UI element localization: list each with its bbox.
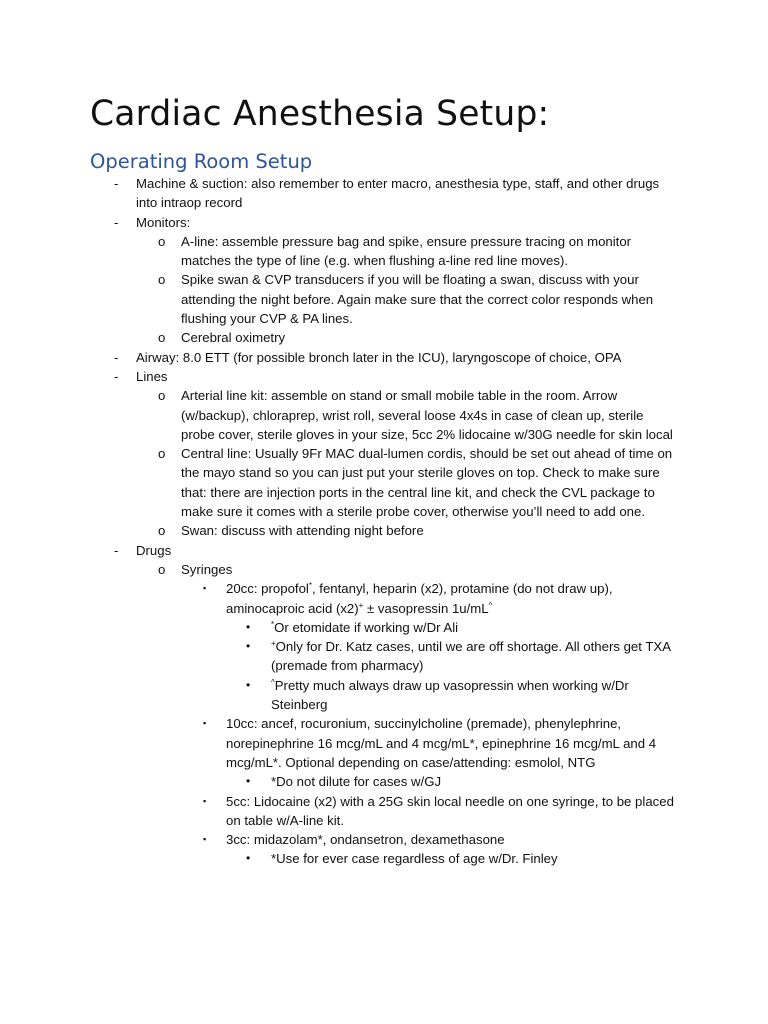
list-item-swan — [0, 521, 768, 540]
text-run: , fentanyl, heparin (x2), protamine (do not draw up), aminocaproic acid (x2) — [226, 581, 613, 616]
list-item-text: A-line: assemble pressure bag and spike, ensure pressure tracing on monitor matches the type of line (e.g. when flushing a-line red line moves). — [181, 233, 632, 269]
list-item-text: Monitors: — [136, 214, 191, 230]
list-item-text: *Do not dilute for cases w/GJ — [271, 774, 442, 790]
text-run: Pretty much always draw up vasopressin when working w/Dr Steinberg — [271, 677, 629, 713]
list-item-text: Arterial line kit: assemble on stand or small mobile table in the room. Arrow (w/backup), chloraprep, wrist roll, several loose 4x4s in case of clean up, sterile probe cover, sterile gloves in your size, 5cc 2% lidocaine w/30G needle for skin local — [181, 388, 673, 442]
circle-marker: o — [158, 523, 166, 539]
footnote-mark: + — [271, 639, 276, 649]
list-item-text — [271, 639, 670, 673]
list-item-text: 3cc: midazolam*, ondansetron, dexamethasone — [226, 832, 505, 848]
list-item-note-etomidate — [0, 618, 768, 637]
list-item-central-line — [0, 444, 768, 521]
circle-marker: o — [158, 233, 166, 249]
footnote-mark: + — [358, 600, 364, 610]
footnote-mark: * — [271, 619, 275, 629]
circle-marker: o — [158, 446, 166, 462]
circle-marker: o — [158, 388, 166, 404]
list-item-note-steinberg — [0, 676, 768, 715]
bullet-marker: • — [246, 851, 251, 866]
list-item-text: Syringes — [181, 561, 233, 577]
list-item-text — [226, 581, 613, 615]
list-item-text: 5cc: Lidocaine (x2) with a 25G skin local needle on one syringe, to be placed on table w/A-line kit. — [226, 793, 674, 828]
list-item-syringes — [0, 560, 768, 579]
list-item-text — [271, 678, 629, 712]
square-marker: ▪ — [203, 583, 207, 594]
square-marker: ▪ — [203, 834, 207, 845]
list-item-airway — [0, 348, 768, 367]
list-item-text: Airway: 8.0 ETT (for possible bronch later in the ICU), laryngoscope of choice, OPA — [136, 349, 622, 365]
list-item-aline-monitor — [0, 232, 768, 271]
bullet-marker: • — [246, 639, 251, 654]
list-item-lines — [0, 367, 768, 386]
document-title: Cardiac Anesthesia Setup: — [90, 94, 550, 134]
dash-marker: - — [114, 349, 119, 365]
list-item-20cc — [0, 579, 768, 618]
list-item-10cc — [0, 714, 768, 772]
list-item-note-finley — [0, 849, 768, 868]
footnote-mark: ^ — [271, 677, 275, 687]
list-item-drugs — [0, 541, 768, 560]
text-run: Only for Dr. Katz cases, until we are off shortage. All others get TXA (premade from pharmacy) — [271, 639, 671, 674]
list-item-text: Swan: discuss with attending night before — [181, 523, 424, 539]
circle-marker: o — [158, 272, 166, 288]
square-marker: ▪ — [203, 795, 207, 806]
list-item-text: 10cc: ancef, rocuronium, succinylcholine (premade), phenylephrine, norepinephrine 16 mcg/mL and 4 mcg/mL*, epinephrine 16 mcg/mL and 4 mcg/mL*. Optional depending on case/attending: esmolol, NTG — [226, 716, 657, 770]
list-item-text: Spike swan & CVP transducers if you will be floating a swan, discuss with your attending the night before. Again make sure that the correct color responds when flushing your CVP & PA lines. — [181, 272, 654, 327]
list-item-text: Lines — [136, 368, 168, 384]
setup-list — [0, 174, 768, 869]
dash-marker: - — [114, 542, 119, 558]
dash-marker: - — [114, 214, 119, 230]
bullet-marker: • — [246, 677, 251, 692]
list-item-text — [271, 620, 458, 635]
list-item-note-gj — [0, 772, 768, 791]
dash-marker: - — [114, 368, 119, 384]
text-run: ± vasopressin 1u/mL — [363, 600, 489, 616]
footnote-mark: ^ — [488, 600, 493, 610]
list-item-text: Cerebral oximetry — [181, 330, 286, 346]
square-marker: ▪ — [203, 718, 207, 729]
list-item-3cc — [0, 830, 768, 849]
list-item-text: Machine & suction: also remember to enter macro, anesthesia type, staff, and other drugs into intraop record — [136, 176, 660, 211]
footnote-mark: * — [308, 581, 312, 591]
list-item-5cc — [0, 792, 768, 831]
list-item-machine — [0, 174, 768, 213]
list-item-cerebral-oximetry — [0, 328, 768, 347]
list-item-note-katz — [0, 637, 768, 676]
list-item-text: Drugs — [136, 542, 172, 558]
dash-marker: - — [114, 176, 119, 191]
list-item-arterial-kit — [0, 386, 768, 444]
bullet-marker: • — [246, 774, 251, 789]
section-heading: Operating Room Setup — [90, 150, 313, 173]
list-item-text: Central line: Usually 9Fr MAC dual-lumen cordis, should be set out ahead of time on the mayo stand so you can just put your sterile gloves on top. Check to make sure that: there are injection ports in the central line kit, and check the CVL package to make sure it comes with a sterile probe cover, otherwise you’ll need to add one. — [181, 446, 673, 520]
list-item-swan-transducers — [0, 270, 768, 328]
bullet-marker: • — [246, 619, 251, 634]
circle-marker: o — [158, 561, 166, 577]
list-item-text: *Use for ever case regardless of age w/Dr. Finley — [271, 851, 558, 867]
text-run: 20cc: propofol — [226, 581, 309, 597]
list-item-monitors — [0, 213, 768, 232]
circle-marker: o — [158, 330, 166, 346]
text-run: Or etomidate if working w/Dr Ali — [274, 619, 459, 635]
